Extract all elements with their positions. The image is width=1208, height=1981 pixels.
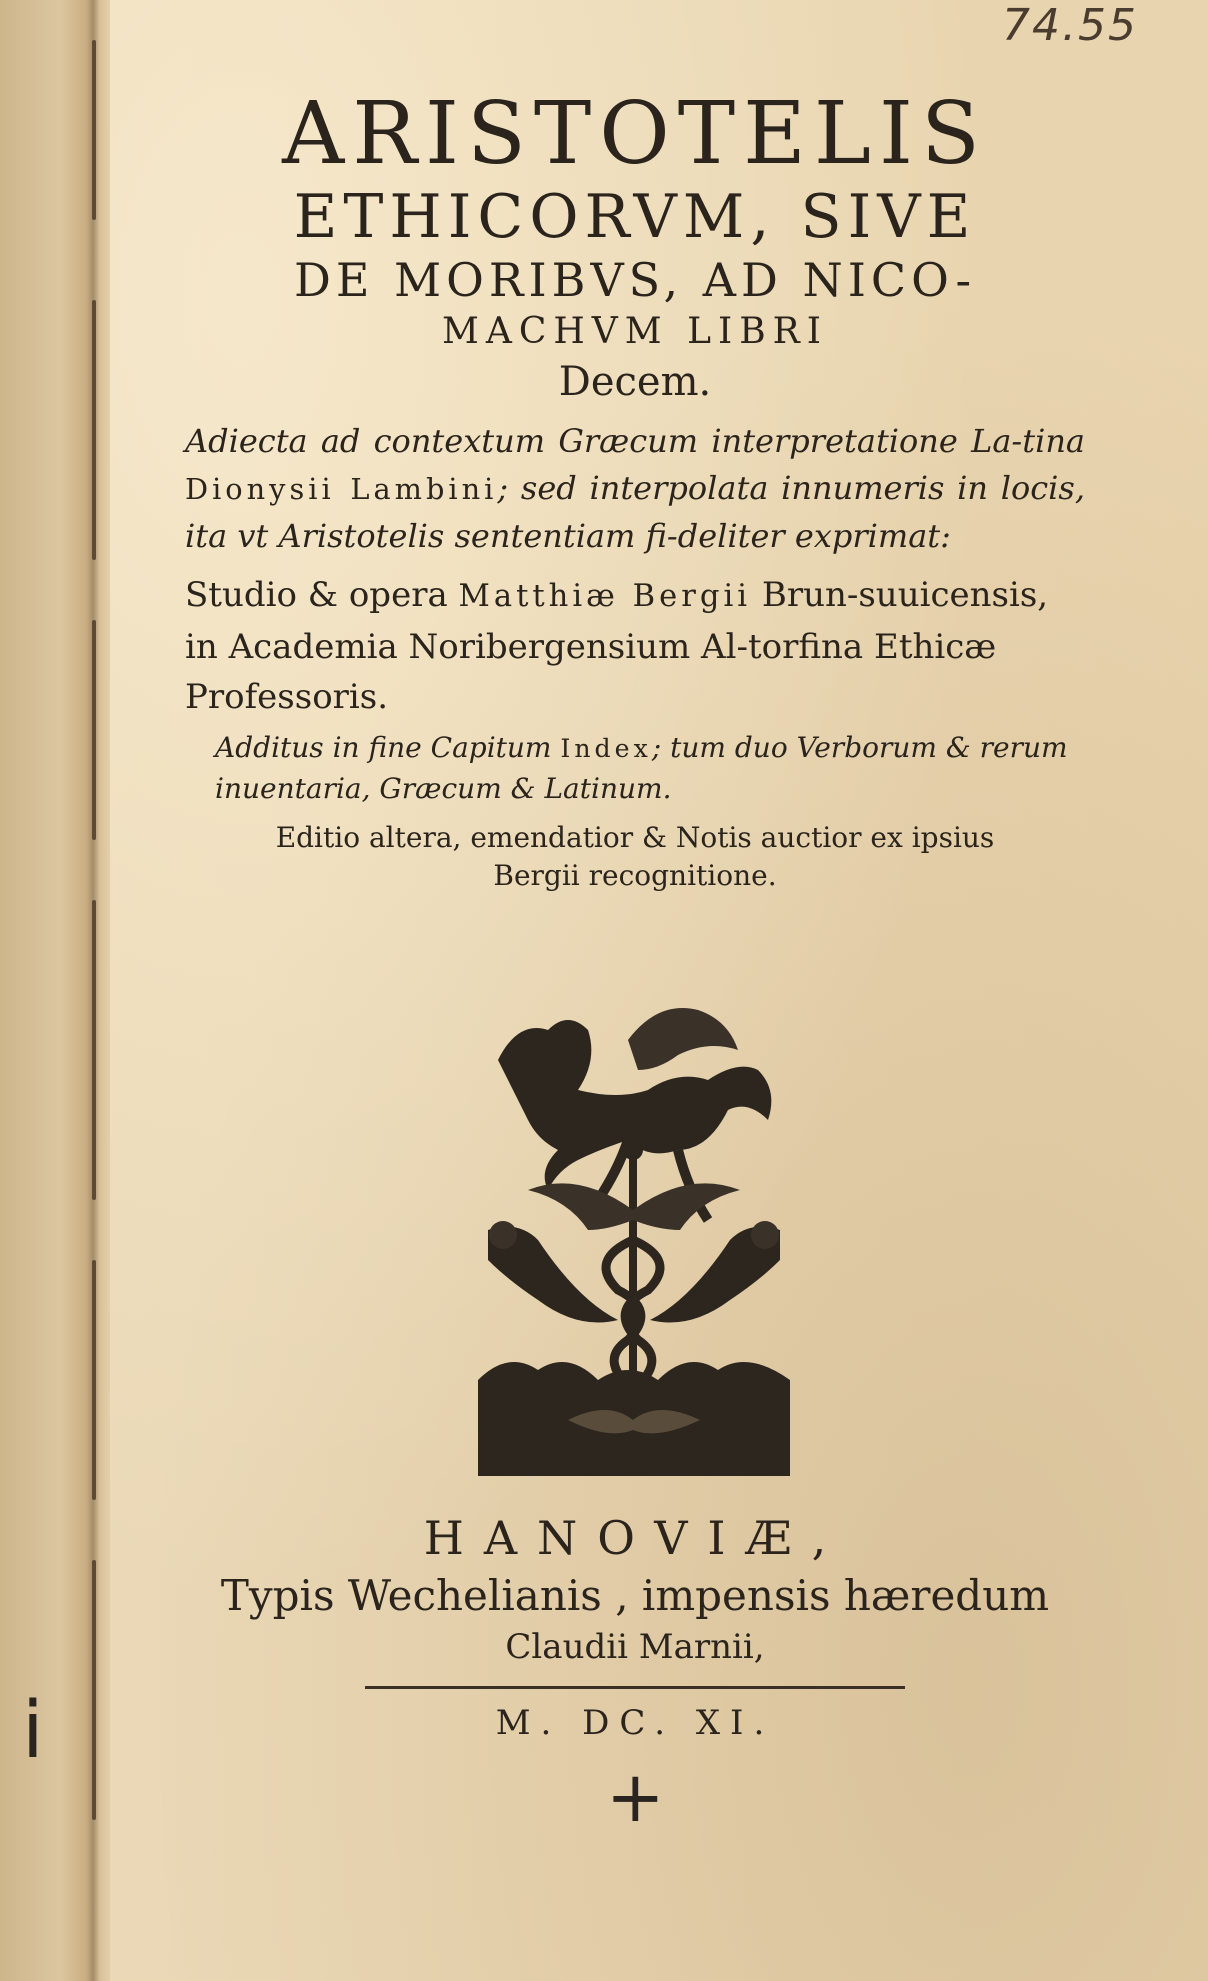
- lambinus-name: Dionysii Lambini: [185, 472, 498, 506]
- title-line-5: Decem.: [558, 359, 712, 405]
- handwritten-margin-mark: i: [22, 1686, 44, 1776]
- edition-line-1: Editio altera, emendatior & Notis auctior ex ipsius: [275, 821, 995, 854]
- title-line-4: MACHVM LIBRI: [441, 311, 828, 352]
- binding-stitch: [92, 620, 96, 840]
- additus-text-2: ; tum duo Verborum & rerum inuentaria, Græcum & Latinum.: [215, 731, 1068, 805]
- binding-stitch: [92, 1260, 96, 1500]
- title-line-2: ETHICORVM, SIVE: [293, 182, 977, 252]
- imprint-block: [195, 1508, 1075, 1745]
- handwritten-shelfmark: 74.55: [1002, 0, 1138, 51]
- pegasus-caduceus-printer-device-icon: [478, 1000, 790, 1476]
- author-line: ARISTOTELIS: [282, 84, 988, 184]
- handwritten-plus-mark: +: [606, 1756, 665, 1838]
- binding-stitch: [92, 300, 96, 560]
- imprint-rule: [365, 1686, 905, 1689]
- studio-text-2: Brun-suuicensis, in Academia Noribergensium Al-torfina Ethicæ Professoris.: [185, 575, 1049, 717]
- imprint-place: HANOVIÆ,: [423, 1511, 847, 1565]
- studio-paragraph: [185, 570, 1085, 722]
- adiecta-text-2: ; sed interpolata innumeris in locis, ita vt Aristotelis sententiam fi-deliter exprimat:: [185, 469, 1085, 555]
- adiecta-paragraph: [185, 418, 1085, 560]
- imprint-printer: Typis Wechelianis , impensis hæredum: [220, 1571, 1050, 1620]
- additus-paragraph: [215, 728, 1085, 809]
- binding-stitch: [92, 40, 96, 220]
- additus-text-1: Additus in fine Capitum: [215, 731, 561, 764]
- index-word: Index: [560, 734, 652, 763]
- binding-stitch: [92, 1560, 96, 1820]
- title-block: [185, 86, 1085, 895]
- studio-text-1: Studio & opera: [185, 575, 459, 615]
- binding-stitch: [92, 900, 96, 1200]
- bergius-name: Matthiæ Bergii: [458, 579, 752, 614]
- adiecta-text-1: Adiecta ad contextum Græcum interpretatione La-tina: [185, 422, 1085, 460]
- title-line-3: DE MORIBVS, AD NICO-: [293, 253, 977, 307]
- imprint-heirs: Claudii Marnii,: [505, 1627, 765, 1667]
- imprint-year: M. DC. XI.: [495, 1703, 775, 1743]
- edition-line-2: Bergii recognitione.: [493, 859, 777, 892]
